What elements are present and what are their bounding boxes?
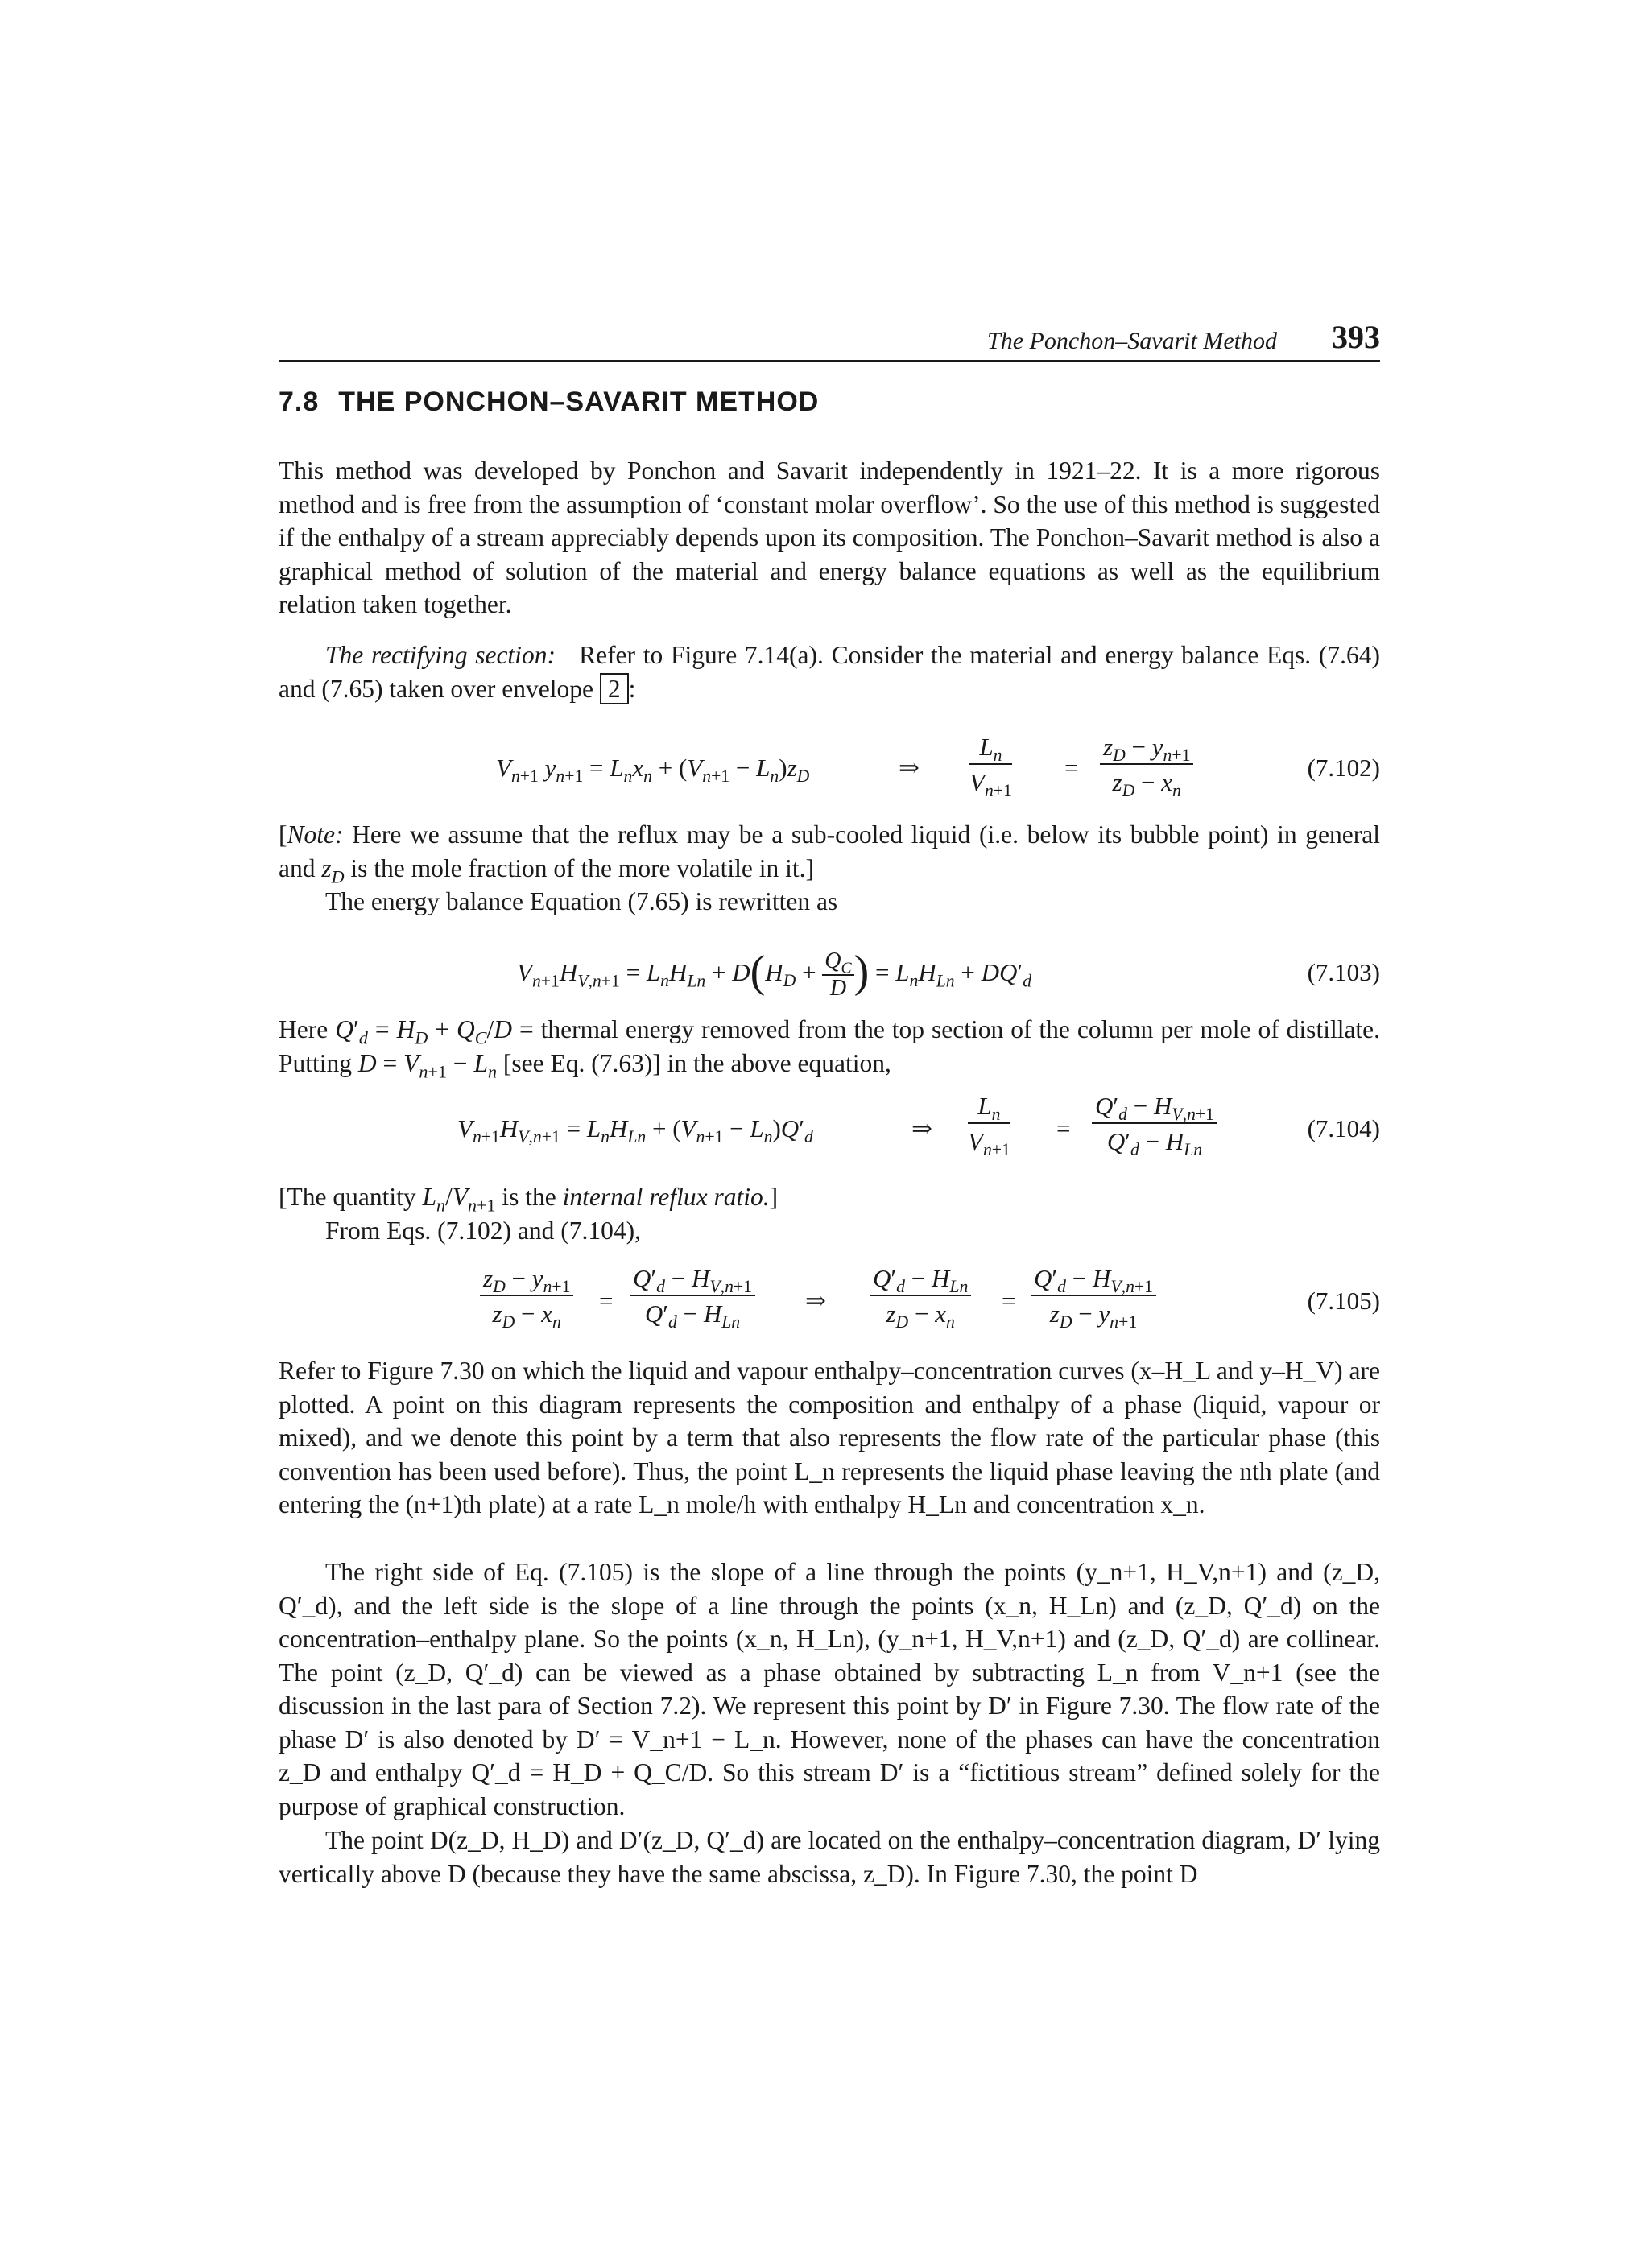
paragraph-note: [Note: Here we assume that the reflux may be a sub-cooled liquid (i.e. below its bubble point) in general and $z_D$ is the mole fraction of the more volatile in it.] [279, 820, 1380, 886]
running-title: The Ponchon–Savarit Method [987, 328, 1277, 354]
note-text-2: is the mole fraction of the more volatile in it.] [350, 853, 815, 882]
eq103-number: (7.103) [1307, 958, 1380, 986]
paragraph-rectifying-text: Refer to Figure 7.14(a). Consider the material and energy balance Eqs. (7.64) and (7.65) taken over envelope [279, 641, 1380, 703]
eq105-frac-2: $Q'_d - H_{V,n+1}$ $Q'_d - H_{Ln}$ [630, 1264, 755, 1328]
eq105-frac-4: $\frac{Q'_d - H_{V,n+1}}{z_D - y_{n+1}}$ [1031, 1264, 1156, 1328]
paragraph-point-d: The point D(z_D, H_D) and D′(z_D, Q′_d) are located on the enthalpy–concentration diagram, D′ lying vertically above D (because they have the same abscissa, z_D). In Figure 7.30, the point D [279, 1826, 1380, 1888]
eq105-frac-1: $\frac{z_D - y_{n+1}}{z_D - x_n}$ [480, 1264, 573, 1328]
here-text: = thermal energy removed from the top section of the column per mole of distillate. Putting [279, 1015, 1381, 1077]
paragraph-intro: This method was developed by Ponchon and Savarit independently in 1921–22. It is a more rigorous method and is free from the assumption of ‘constant molar overflow’. So the use of this method is suggested if the enthalpy of a stream appreciably depends upon its composition. The Ponchon–Savarit method is also a graphical method of solution of the material and energy balance equations as well as the equilibrium relation taken together. [279, 456, 1380, 618]
paragraph-right-side: The right side of Eq. (7.105) is the slope of a line through the points (y_n+1, H_V,n+1) and (z_D, Q′_d), and the left side is the slope of a line through the points (x_n, H_Ln) and (z_D, Q′_d) on the concentration–enthalpy plane. So the points (x_n, H_Ln), (y_n+1, H_V,n+1) and (z_D, Q′_d) are collinear. The point (z_D, Q′_d) can be viewed as a phase obtained by subtracting L_n from V_n+1 (see the discussion in the last para of Section 7.2). We represent this point by D′ in Figure 7.30. The flow rate of the phase D′ is also denoted by D′ = V_n+1 − L_n. However, none of the phases can have the concentration z_D and enthalpy Q′_d = H_D + Q_C/D. So this stream D′ is a “fictitious stream” defined solely for the purpose of graphical construction. [279, 1558, 1380, 1820]
section-title: THE PONCHON–SAVARIT METHOD [338, 386, 820, 417]
page-number: 393 [1332, 319, 1380, 355]
equation-7-104 [279, 1092, 1380, 1172]
paragraph-from-eqs: From Eqs. (7.102) and (7.104), [325, 1217, 641, 1245]
eq102-lhs: $V_{n+1}$ $y_{n+1} = L_nx_n + (V_{n+1} - L_n)z_D$ [496, 754, 810, 787]
paragraph-figure-7-30: Refer to Figure 7.30 on which the liquid and vapour enthalpy–concentration curves (x–H_L and y–H_V) are plotted. A point on this diagram represents the composition and enthalpy of a phase (liquid, vapour or mixed), and we denote this point by a term that also represents the flow rate of the particular phase (this convention has been used before). Thus, the point L_n represents the liquid phase leaving the nth plate (and entering the (n+1)th plate) at a rate L_n mole/h with enthalpy H_Ln and concentration x_n. [279, 1357, 1380, 1518]
eq105-frac-3: $Q'_d - H_{Ln}$ $z_D - x_n$ [870, 1264, 971, 1328]
paragraph-rectifying-end: : [628, 674, 636, 703]
running-head [279, 318, 1380, 360]
equation-7-105 [279, 1264, 1380, 1345]
note-open-bracket: [ [279, 820, 287, 849]
eq105-equals-1: = [599, 1287, 614, 1315]
eq102-number: (7.102) [1307, 754, 1380, 782]
paragraph-rectifying-lead: The rectifying section: [325, 641, 556, 669]
eq105-equals-2: = [1002, 1287, 1016, 1315]
eq104-frac-left: $\frac{L_n}{V_{n+1}}$ [968, 1092, 1010, 1160]
quantity-close: ] [769, 1183, 779, 1211]
header-rule [279, 360, 1380, 362]
section-heading [279, 386, 819, 418]
quantity-is-the: is the [502, 1183, 556, 1211]
internal-reflux-ratio: internal reflux ratio. [562, 1183, 770, 1211]
eq105-number: (7.105) [1307, 1287, 1380, 1315]
note-label: Note: [287, 820, 344, 849]
eq104-implies: ⇒ [911, 1114, 932, 1142]
paragraph-here-qd: Here $Q'_d = H_D + Q_C/D$ = thermal energy removed from the top section of the column per mole of distillate. Putting $D = V_{n+1} - L_n$ [see Eq. (7.63)] in the above equation, [279, 1015, 1381, 1081]
eq104-frac-right: $Q'_d - H_{V,n+1}$ $Q'_d - H_{Ln}$ [1092, 1092, 1217, 1156]
paragraph-energy-balance: The energy balance Equation (7.65) is rewritten as [325, 887, 838, 915]
eq102-frac-left: $\frac{L_n}{V_{n+1}}$ [969, 733, 1012, 801]
eq104-lhs: $V_{n+1}H_{V,n+1} = L_nH_{Ln} + (V_{n+1} - L_n)Q'_d$ [457, 1114, 813, 1147]
eq102-implies: ⇒ [899, 754, 920, 782]
equation-7-102 [279, 733, 1380, 813]
eq103-content: $V_{n+1}H_{V,n+1} = L_nH_{Ln} + D(H_D$ + $\frac{Q_C}{D}$ ) = $L_nH_{Ln} + DQ'_d$ [517, 947, 1032, 1001]
eq105-implies: ⇒ [805, 1287, 826, 1315]
section-number: 7.8 [279, 386, 320, 417]
eq102-frac-right: $\frac{z_D - y_{n+1}}{z_D - x_n}$ [1100, 733, 1193, 797]
paragraph-rectifying [279, 638, 1380, 705]
equation-7-103 [279, 931, 1380, 1003]
paragraph-quantity: [The quantity $L_n/V_{n+1}$ is the internal reflux ratio.] [279, 1183, 779, 1216]
eq104-equals: = [1056, 1114, 1071, 1142]
here-word: Here [279, 1015, 329, 1043]
envelope-box: 2 [600, 673, 629, 704]
here-text-end: [see Eq. (7.63)] in the above equation, [502, 1048, 891, 1077]
note-text-1: Here we assume that the reflux may be a sub-cooled liquid (i.e. below its bubble point) in general and [279, 820, 1380, 882]
eq104-number: (7.104) [1307, 1114, 1380, 1142]
eq102-equals: = [1064, 754, 1079, 782]
quantity-text: [The quantity [279, 1183, 416, 1211]
